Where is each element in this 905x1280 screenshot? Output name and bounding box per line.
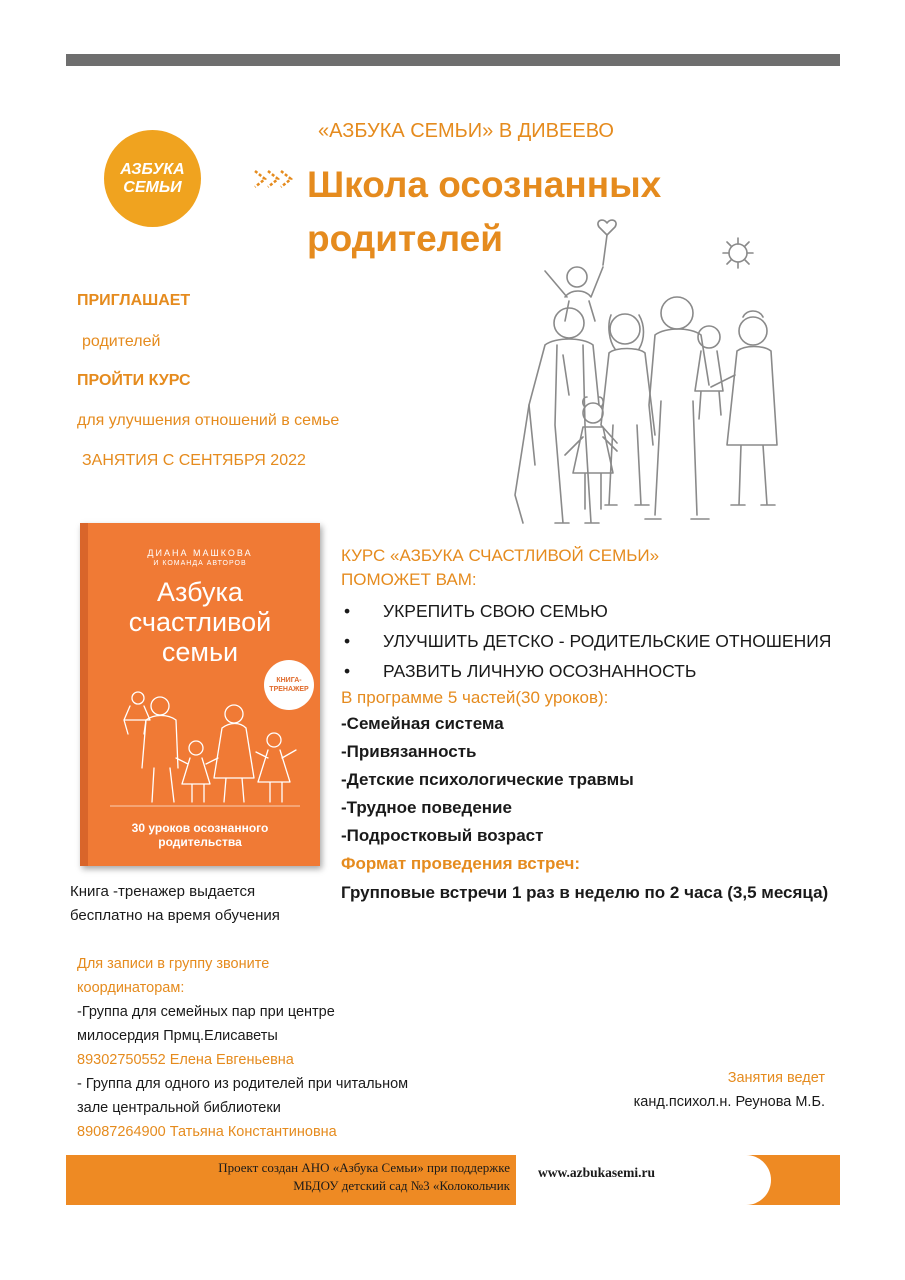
contacts-heading-2: координаторам: (77, 980, 185, 996)
book-subtitle-line-2: родительства (158, 835, 242, 849)
format-text: Групповые встречи 1 раз в неделю по 2 часа (3,5 месяца) (341, 883, 829, 902)
benefit-item (341, 656, 861, 686)
course-heading-1: КУРС «АЗБУКА СЧАСТЛИВОЙ СЕМЬИ» (341, 546, 660, 565)
book-coauthors: И КОМАНДА АВТОРОВ (153, 560, 247, 567)
program-item-3: -Детские психологические травмы (341, 770, 634, 789)
benefit-item (341, 596, 861, 626)
benefit-text-1: УКРЕПИТЬ СВОЮ СЕМЬЮ (383, 601, 608, 621)
group-2-line-2: зале центральной библиотеки (77, 1100, 281, 1116)
footer-banner (66, 1155, 840, 1205)
invite-line-4: для улучшения отношений в семье (77, 412, 340, 429)
format-label: Формат проведения встреч: (341, 854, 580, 873)
footer-website-link[interactable]: www.azbukasemi.ru (538, 1165, 656, 1180)
benefit-item (341, 626, 861, 656)
program-item-2: -Привязанность (341, 742, 477, 761)
bullet-dot-2: • (344, 631, 351, 651)
logo-line-1: АЗБУКА (120, 160, 185, 178)
leader-block (560, 1066, 825, 1114)
footer-line-2: МБДОУ детский сад №3 «Колокольчик (293, 1178, 510, 1193)
benefit-list (341, 596, 861, 686)
benefit-text-2: УЛУЧШИТЬ ДЕТСКО - РОДИТЕЛЬСКИЕ ОТНОШЕНИЯ (383, 631, 832, 651)
invite-line-5: ЗАНЯТИЯ С СЕНТЯБРЯ 2022 (82, 452, 306, 469)
azbuka-semi-logo (104, 130, 201, 227)
bullet-dot-3: • (344, 661, 351, 681)
book-caption-line-2: бесплатно на время обучения (70, 907, 280, 924)
group-1-line-2: милосердия Прмц.Елисаветы (77, 1028, 278, 1044)
book-badge-line-2: ТРЕНАЖЕР (269, 686, 309, 693)
book-spine (80, 523, 88, 866)
header-subtitle: «АЗБУКА СЕМЬИ» В ДИВЕЕВО (318, 120, 614, 142)
course-heading-2: ПОМОЖЕТ ВАМ: (341, 570, 477, 589)
book-caption-line-1: Книга -тренажер выдается (70, 883, 256, 900)
book-cover-image (80, 523, 320, 866)
program-item-1: -Семейная система (341, 714, 504, 733)
logo-line-2: СЕМЬИ (123, 178, 182, 196)
program-label: В программе 5 частей(30 уроков): (341, 688, 609, 707)
leader-label: Занятия ведет (727, 1070, 825, 1086)
benefit-text-3: РАЗВИТЬ ЛИЧНУЮ ОСОЗНАННОСТЬ (383, 661, 697, 681)
book-title-line-2: счастливой (128, 607, 272, 637)
title-line-1: Школа осознанных (307, 164, 662, 205)
book-title-line-1: Азбука (157, 577, 243, 607)
program-item-4: -Трудное поведение (341, 798, 512, 817)
group-1-line-1: -Группа для семейных пар при центре (77, 1004, 335, 1020)
double-chevron-icon (252, 167, 298, 191)
invite-line-1: ПРИГЛАШАЕТ (77, 292, 191, 309)
contacts-block (77, 952, 437, 1144)
top-divider-bar (66, 54, 840, 66)
bullet-dot-1: • (344, 601, 351, 621)
book-family-drawing (110, 688, 300, 808)
invite-line-3: ПРОЙТИ КУРС (77, 372, 191, 389)
footer-project-text (130, 1159, 510, 1195)
footer-line-1: Проект создан АНО «Азбука Семьи» при поддержке (218, 1160, 510, 1175)
program-item-5: -Подростковый возраст (341, 826, 544, 845)
contacts-heading-1: Для записи в группу звоните (77, 956, 270, 972)
course-info (341, 544, 861, 908)
group-2-line-1: - Группа для одного из родителей при читальном (77, 1076, 409, 1092)
book-title-line-3: семьи (161, 637, 239, 667)
group-2-phone[interactable]: 89087264900 Татьяна Константиновна (77, 1124, 337, 1140)
book-caption (70, 880, 280, 928)
book-title (80, 577, 320, 667)
book-author: ДИАНА МАШКОВА (147, 548, 253, 558)
book-subtitle (80, 821, 320, 849)
title-line-2: родителей (307, 218, 503, 259)
group-1-phone[interactable]: 89302750552 Елена Евгеньевна (77, 1052, 294, 1068)
book-badge-line-1: КНИГА- (276, 677, 302, 684)
leader-name: канд.психол.н. Реунова М.Б. (633, 1094, 825, 1110)
invite-line-2: родителей (82, 333, 161, 350)
family-line-drawing (505, 205, 800, 535)
book-subtitle-line-1: 30 уроков осознанного (131, 821, 269, 835)
